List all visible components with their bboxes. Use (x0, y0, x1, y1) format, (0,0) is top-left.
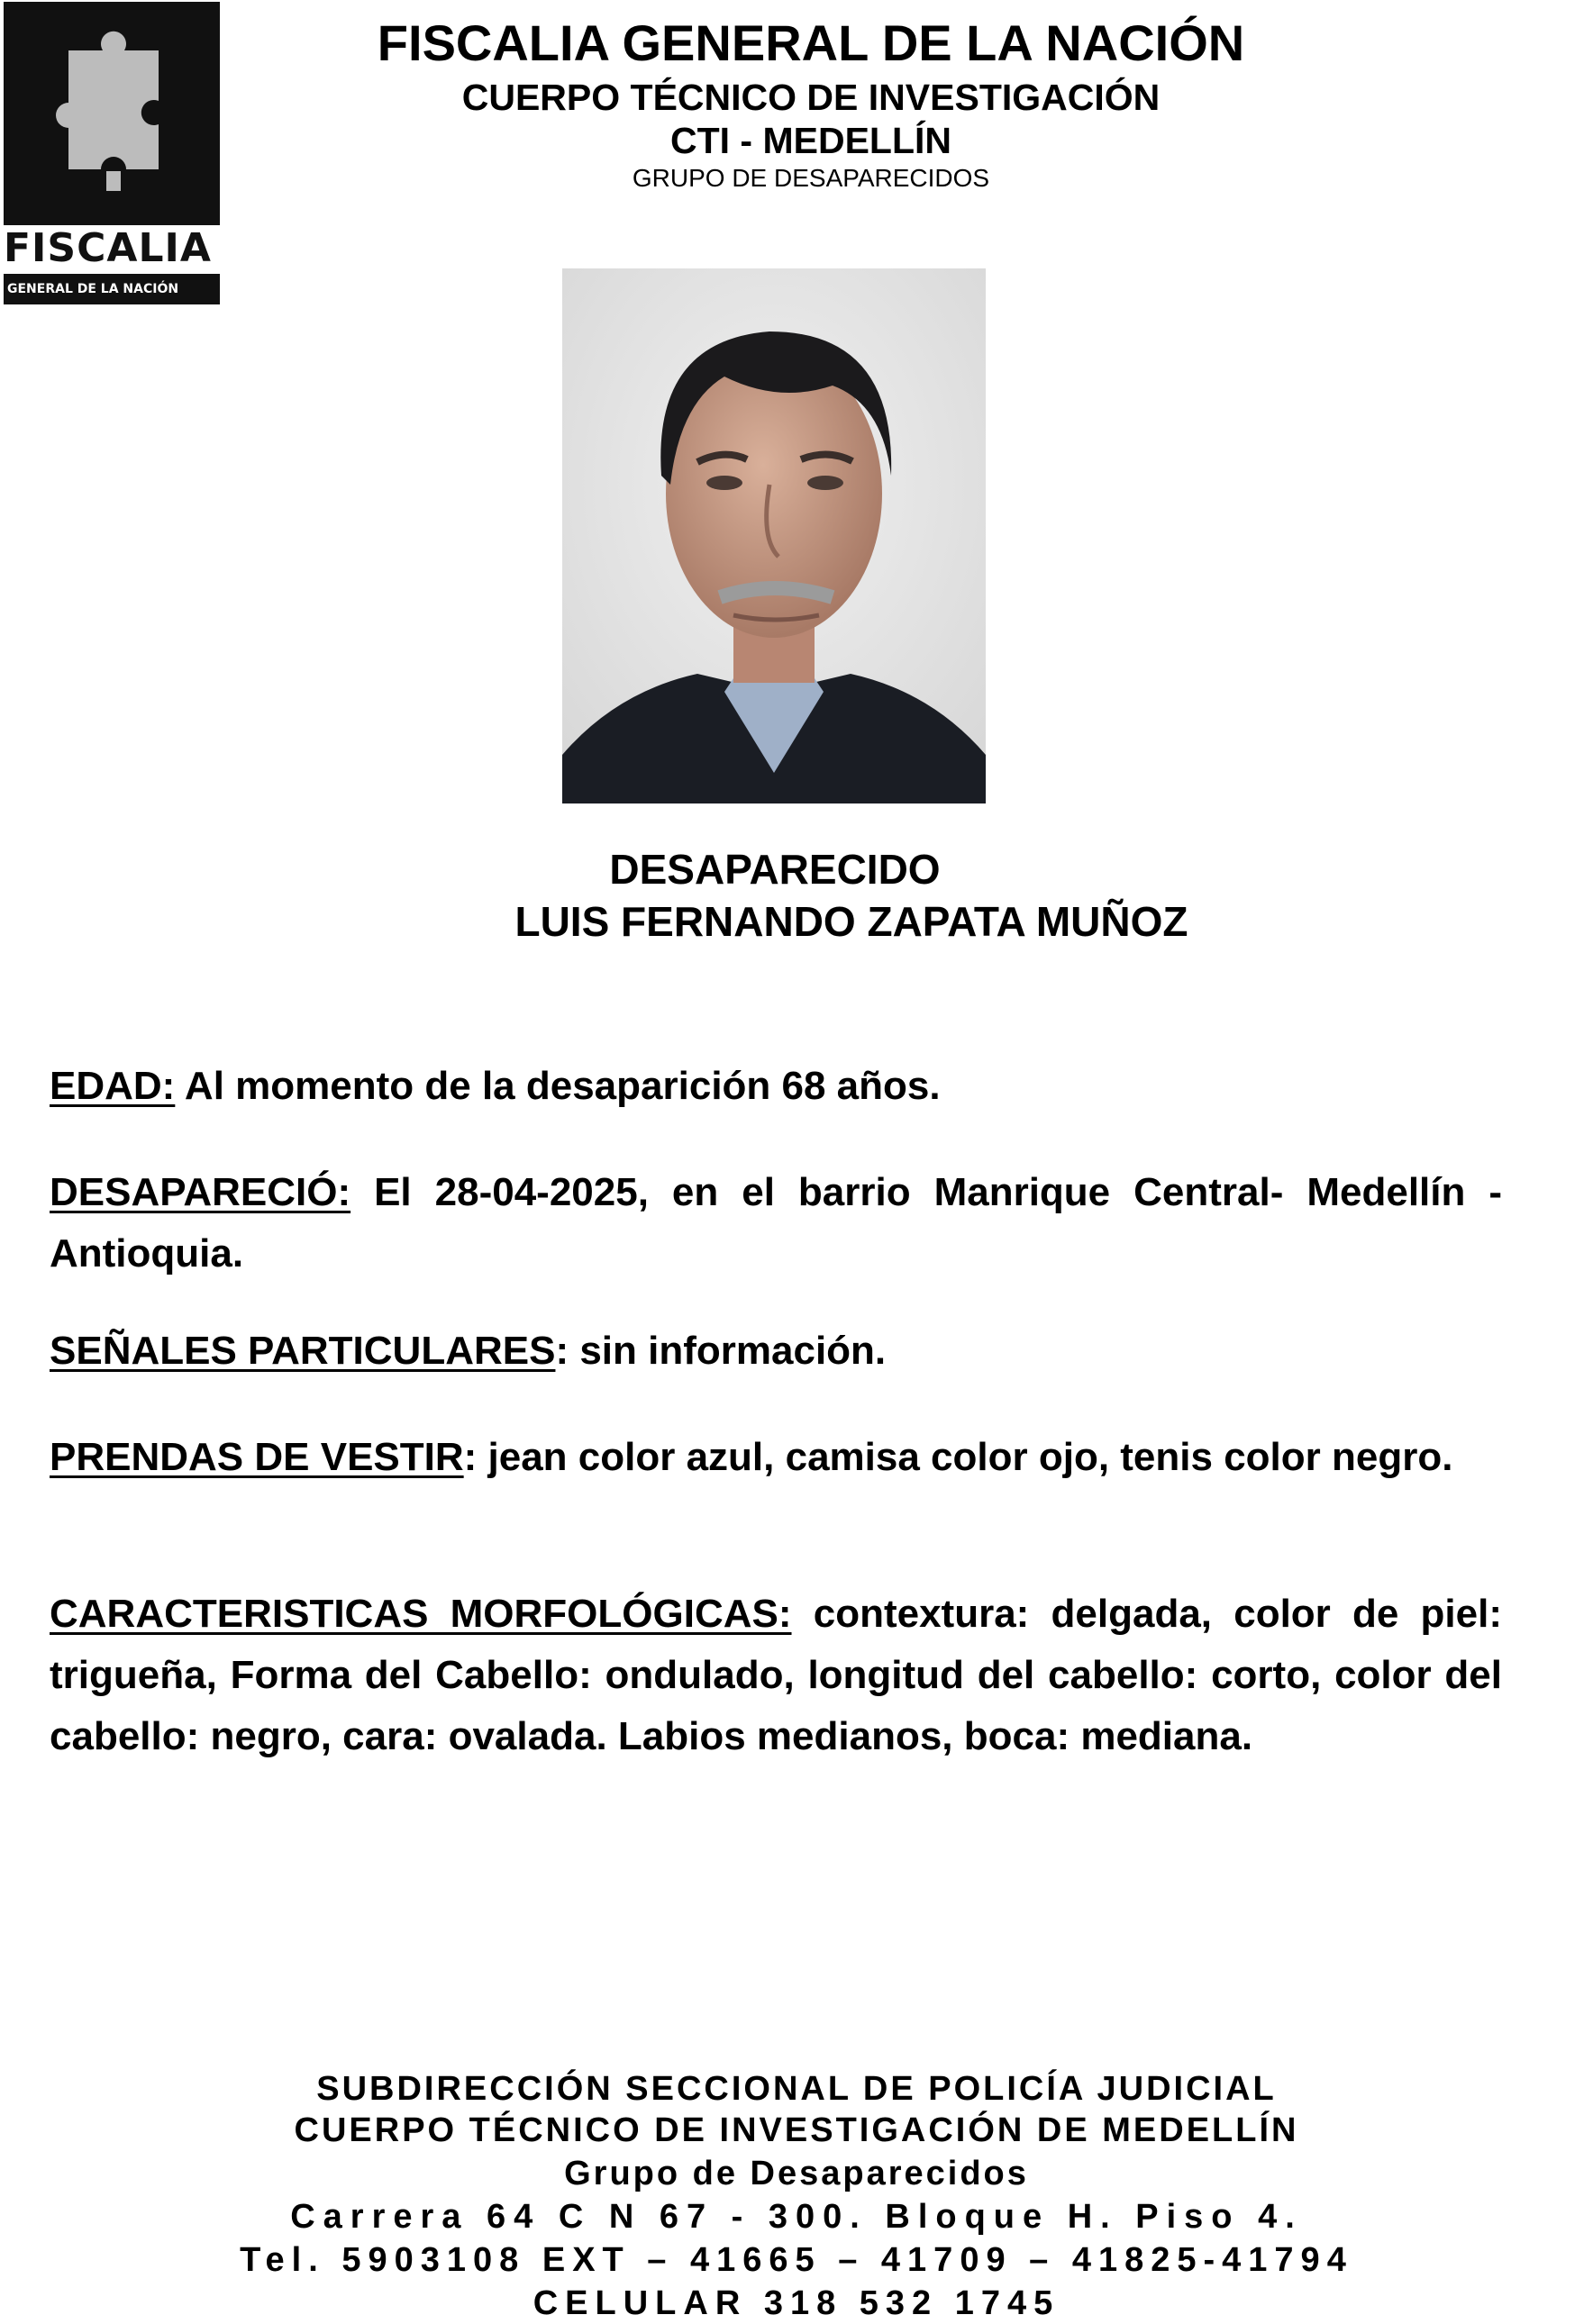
morphology-label: CARACTERISTICAS MORFOLÓGICAS: (50, 1592, 792, 1636)
age-label: EDAD: (50, 1064, 176, 1108)
header-city: CTI - MEDELLÍN (669, 120, 952, 161)
morphology-value: contextura: delgada, color de piel: trigueña, Forma del Cabello: ondulado, longitud del cabello: corto, color del cabello: negro, cara: ovalada. Labios medianos, boca: mediana. (50, 1592, 1503, 1758)
disappearance-field (50, 1162, 1502, 1285)
footer-mobile: CELULAR 318 532 1745 (533, 2284, 1060, 2322)
status-title: DESAPARECIDO (609, 846, 941, 893)
marks-value: : sin información. (555, 1329, 887, 1373)
header-department: CUERPO TÉCNICO DE INVESTIGACIÓN (461, 77, 1161, 118)
puzzle-piece-icon (50, 23, 177, 204)
morphology-field (50, 1584, 1502, 1767)
age-field (50, 1056, 1502, 1117)
footer-phone: Tel. 5903108 EXT – 41665 – 41709 – 41825-41794 (240, 2241, 1353, 2279)
age-value: Al momento de la desaparición 68 años. (175, 1064, 941, 1108)
disappearance-label: DESAPARECIÓ: (50, 1170, 351, 1214)
header-institution: FISCALIA GENERAL DE LA NACIÓN (377, 14, 1245, 71)
missing-person-photo (562, 268, 986, 803)
person-name: LUIS FERNANDO ZAPATA MUÑOZ (514, 898, 1188, 945)
logo-wordmark: FISCALIA (4, 225, 212, 271)
header-group: GRUPO DE DESAPARECIDOS (632, 164, 990, 192)
footer-subdirection: SUBDIRECCIÓN SECCIONAL DE POLICÍA JUDICIAL (316, 2070, 1277, 2108)
footer-group: Grupo de Desaparecidos (564, 2155, 1029, 2192)
clothing-field (50, 1427, 1502, 1488)
clothing-value: : jean color azul, camisa color ojo, tenis color negro. (463, 1435, 1453, 1479)
portrait-illustration (562, 268, 986, 803)
marks-field (50, 1321, 1502, 1382)
fiscalia-logo (4, 2, 220, 304)
marks-label: SEÑALES PARTICULARES (50, 1329, 556, 1373)
logo-subtitle: GENERAL DE LA NACIÓN (4, 274, 220, 304)
disappearance-value: El 28-04-2025, en el barrio Manrique Central- Medellín - Antioquia. (50, 1170, 1502, 1275)
logo-emblem-box (4, 2, 220, 225)
footer-department: CUERPO TÉCNICO DE INVESTIGACIÓN DE MEDELLÍN (294, 2111, 1299, 2149)
footer-address: Carrera 64 C N 67 - 300. Bloque H. Piso 4. (290, 2198, 1303, 2236)
clothing-label: PRENDAS DE VESTIR (50, 1435, 464, 1479)
